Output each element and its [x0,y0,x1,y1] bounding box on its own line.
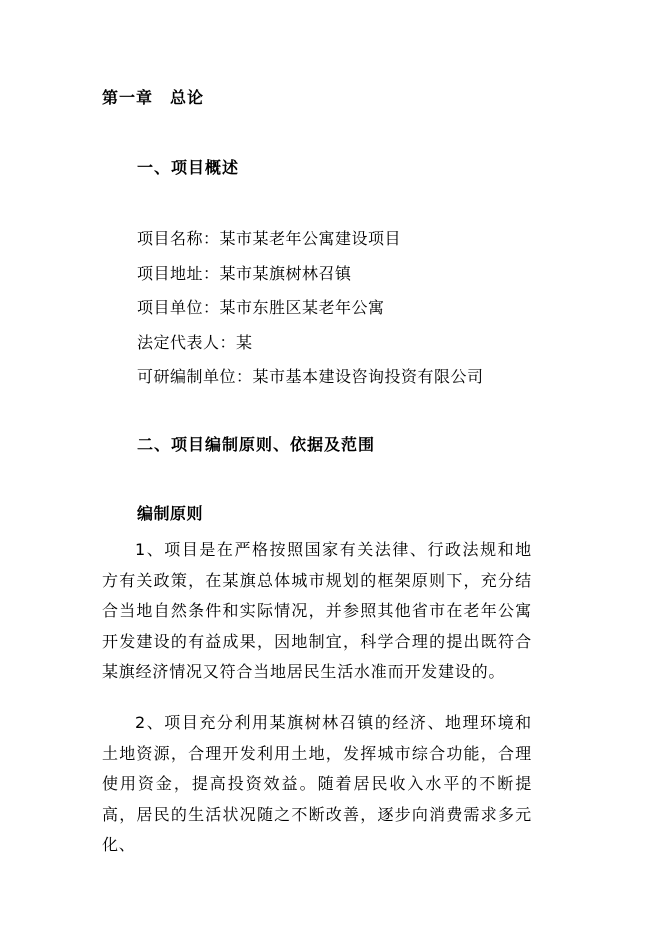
project-unit-line: 项目单位：某市东胜区某老年公寓 [137,298,385,317]
paragraph-principle-2: 2、项目充分利用某旗树林召镇的经济、地理环境和土地资源，合理开发利用土地，发挥城市综合功能，合理使用资金，提高投资效益。随着居民收入水平的不断提高，居民的生活状况随之不断改善，逐步向消费需求多元化、 [102,713,532,854]
section-title-principles: 二、项目编制原则、依据及范围 [137,435,376,454]
chapter-title: 第一章 总论 [102,88,205,107]
project-address-line: 项目地址：某市某旗树林召镇 [137,263,352,283]
paragraph-principle-1: 1、项目是在严格按照国家有关法律、行政法规和地方有关政策，在某旗总体城市规划的框架原则下，充分结合当地自然条件和实际情况，并参照其他省市在老年公寓开发建设的有益成果，因地制宜，科学合理的提出既符合某旗经济情况又符合当地居民生活水准而开发建设的。 [102,540,532,681]
subsection-title-principles: 编制原则 [137,504,204,523]
project-name-line: 项目名称：某市某老年公寓建设项目 [137,229,402,248]
feasibility-author-line: 可研编制单位：某市基本建设咨询投资有限公司 [137,367,484,386]
legal-representative-line: 法定代表人：某 [137,332,253,352]
project-info-list [137,222,484,395]
section-title-overview: 一、项目概述 [137,158,240,177]
